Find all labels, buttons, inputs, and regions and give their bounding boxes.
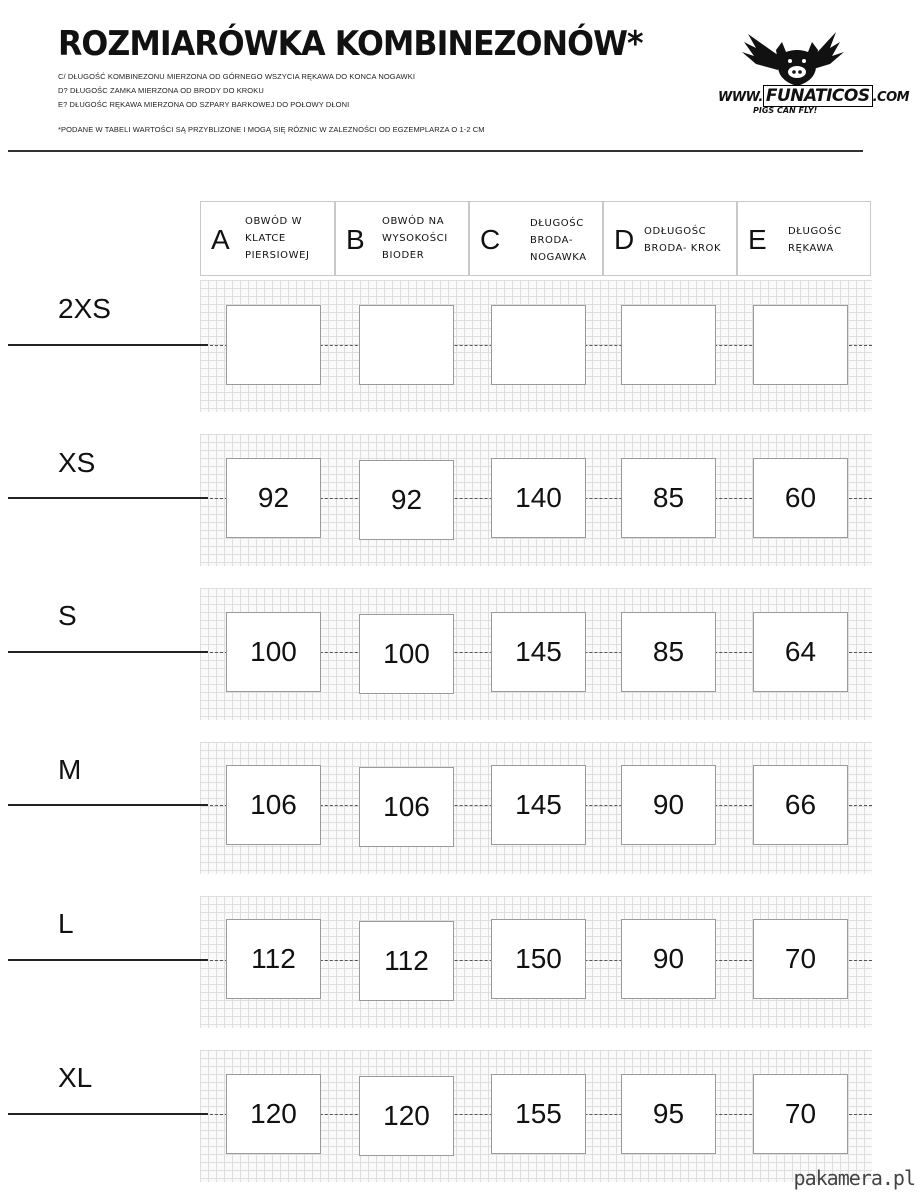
value-cell: 95 [621, 1074, 716, 1154]
size-label: XL [58, 1062, 93, 1093]
value-cell: 66 [753, 765, 848, 845]
column-label: OBWÓD NA WYSOKOŚCI BIODER [382, 216, 448, 261]
column-letter: D [614, 224, 635, 255]
value-cell: 106 [226, 765, 321, 845]
page-title: ROZMIARÓWKA KOMBINEZONÓW* [58, 24, 643, 64]
size-label: XS [58, 447, 96, 478]
value-cell: 145 [491, 612, 586, 692]
value-cell: 120 [359, 1076, 454, 1156]
value-cell: 112 [359, 921, 454, 1001]
logo-wordmark: WWW. FUNATICOS .COM [718, 86, 910, 106]
size-label: L [58, 908, 74, 939]
column-label: ODŁUGOŚC BRODA- KROK [644, 226, 722, 254]
value-cell: 100 [226, 612, 321, 692]
value-cell [753, 305, 848, 385]
column-header-a [200, 201, 335, 276]
size-label: 2XS [58, 293, 111, 324]
note-d: D? DŁUGOŚC ZAMKA MIERZONA OD BRODY DO KROKU [58, 86, 264, 95]
value-cell [491, 305, 586, 385]
column-header-c [469, 201, 603, 276]
value-cell [359, 305, 454, 385]
value-cell: 90 [621, 919, 716, 999]
size-underline [8, 1113, 208, 1115]
value-cell: 106 [359, 767, 454, 847]
size-underline [8, 344, 208, 346]
value-cell: 120 [226, 1074, 321, 1154]
note-c: C/ DŁUGOŚĆ KOMBINEZONU MIERZONA OD GÓRNEGO WSZYCIA RĘKAWA DO KONCA NOGAWKI [58, 72, 416, 81]
column-letter: C [480, 224, 501, 255]
column-label: DŁUGOŚC RĘKAWA [788, 226, 842, 254]
watermark: pakamera.pl [793, 1166, 915, 1190]
value-cell: 70 [753, 919, 848, 999]
value-cell: 90 [621, 765, 716, 845]
disclaimer: *PODANE W TABELI WARTOŚCI SĄ PRZYBLIZONE I MOGĄ SIĘ RÓZNIC W ZALEZNOŚCI OD EGZEMPLARZA O 1-2 CM [58, 125, 485, 134]
size-underline [8, 804, 208, 806]
value-cell: 145 [491, 765, 586, 845]
value-cell: 92 [226, 458, 321, 538]
value-cell [226, 305, 321, 385]
size-label: S [58, 600, 77, 631]
size-underline [8, 497, 208, 499]
size-label: M [58, 754, 82, 785]
value-cell: 140 [491, 458, 586, 538]
value-cell: 155 [491, 1074, 586, 1154]
value-cell: 60 [753, 458, 848, 538]
value-cell: 70 [753, 1074, 848, 1154]
column-header-b [335, 201, 469, 276]
column-letter: E [748, 224, 767, 255]
value-cell: 85 [621, 612, 716, 692]
value-cell: 100 [359, 614, 454, 694]
size-underline [8, 959, 208, 961]
column-letter: B [346, 224, 365, 255]
value-cell: 92 [359, 460, 454, 540]
size-underline [8, 651, 208, 653]
value-cell: 85 [621, 458, 716, 538]
value-cell [621, 305, 716, 385]
column-header-d [603, 201, 737, 276]
column-label: OBWÓD W KLATCE PIERSIOWEJ [245, 216, 310, 261]
value-cell: 150 [491, 919, 586, 999]
column-label: DŁUGOŚC BRODA- NOGAWKA [530, 218, 587, 263]
column-letter: A [211, 224, 230, 255]
value-cell: 64 [753, 612, 848, 692]
value-cell: 112 [226, 919, 321, 999]
logo-tagline: PIGS CAN FLY! [753, 106, 818, 115]
column-header-e [737, 201, 871, 276]
note-e: E? DŁUGOŚC RĘKAWA MIERZONA OD SZPARY BARKOWEJ DO POŁOWY DŁONI [58, 100, 350, 109]
header-divider [8, 150, 863, 152]
